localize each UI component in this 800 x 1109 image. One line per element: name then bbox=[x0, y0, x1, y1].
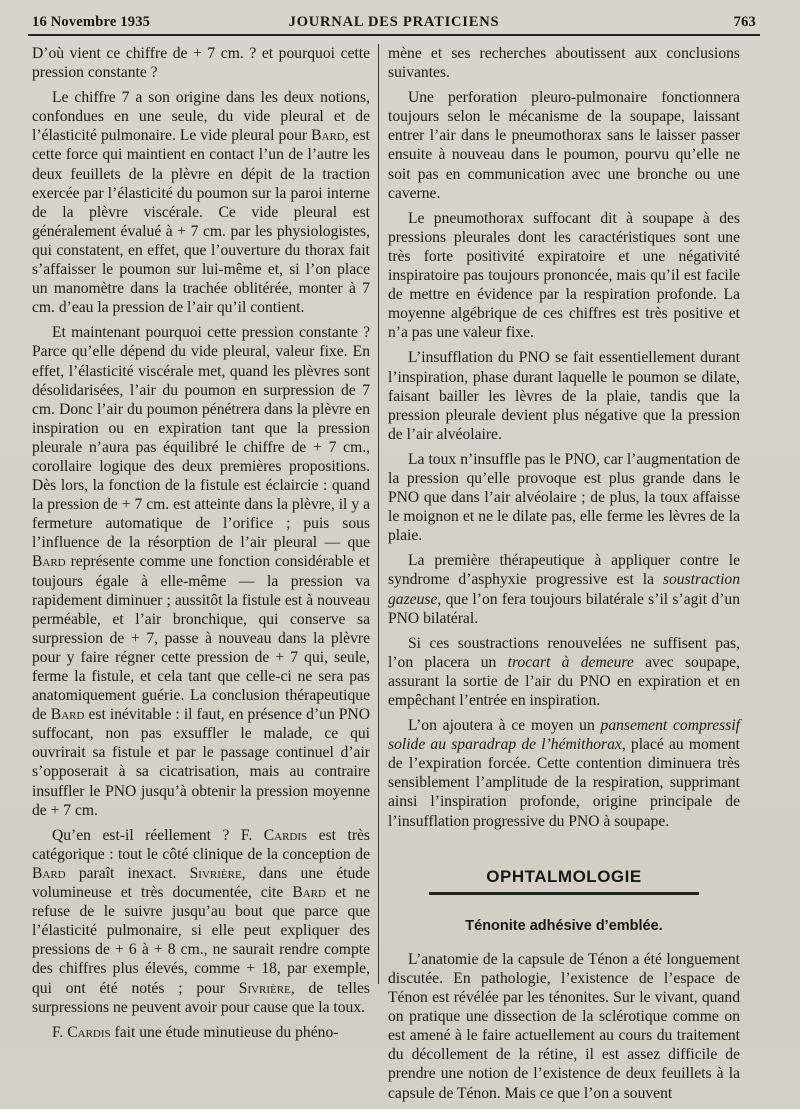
right-column bbox=[388, 44, 740, 1109]
section-underline bbox=[429, 892, 699, 895]
author-name: Sivrière bbox=[238, 979, 291, 997]
paragraph: Le pneumothorax suffocant dit à soupape à des pressions pleurales dont les caractéristiques sont une très forte positivité expiratoire et une négativité inspiratoire pas toujours prononcée, mais qu’il est facile de mettre en évidence par la respiration profonde. La moyenne algébrique de ces chiffres est très positive et n’a pas une valeur fixe. bbox=[388, 209, 740, 342]
paragraph: L’insufflation du PNO se fait essentiellement durant l’inspiration, phase durant laquelle le poumon se dilate, faisant bailler les lèvres de la plaie, tandis que la pression pleurale devient plus négative que la pression de l’air alvéolaire. bbox=[388, 349, 740, 443]
author-name: Bard bbox=[50, 706, 85, 724]
paragraph: Une perforation pleuro-pulmonaire fonctionnera toujours selon le mécanisme de la soupape, laissant entrer l’air dans le pneumothorax sans le laisser passer ensuite à nouveau dans le poumon, pourvu qu’elle ne soit pas en communication avec une bronche ou une caverne. bbox=[388, 89, 740, 202]
paragraph: Et maintenant pourquoi cette pression constante ? Parce qu’elle dépend du vide pleural, valeur fixe. En effet, l’élasticité viscérale met, quand les plèvres sont désolidarisées, l’air du poumon en surpression de 7 cm. Donc l’air du poumon pénétrera dans la plèvre en inspiration ou en expiration tant que la pression pleurale n’aura pas équilibré le chiffre de + 7 cm., corollaire logique des deux premières propositions. Dès lors, la fonction de la fistule est éclaircie : quand la pression de + 7 cm. est atteinte dans la plèvre, il y a fermeture automatique de l’orifice ; puis sous l’influence de la résorption de l’air pleural — que Bard représente comme une fonction considérable et toujours égale à elle-même — la pression va rapidement diminuer ; aussitôt la fistule est à nouveau perméable, et l’air bronchique, qui conserve sa surpression de + 7, passe à nouveau dans la plèvre pour y faire régner cette pression de + 7 qui, seule, ferme la fistule, et cela tant que celle-ci ne sera pas anatomiquement guérie. La conclusion thérapeutique de Bard est inévitable : il faut, en présence d’un PNO suffocant, non pas exsuffler le malade, ce qui ouvrirait sa fistule et par le passage continuel d’air s’opposerait à sa cicatrisation, mais au contraire insuffler le PNO jusqu’à obtenir la pression moyenne de + 7 cm. bbox=[32, 324, 370, 819]
paragraph: F. Cardis fait une étude minutieuse du phéno- bbox=[52, 1023, 339, 1041]
left-column bbox=[32, 44, 370, 1048]
article-title: Ténonite adhésive d’emblée. bbox=[465, 917, 663, 934]
paragraph: La toux n’insuffle pas le PNO, car l’augmentation de la pression qu’elle provoque est plus grande dans le PNO que dans l’air alvéolaire ; de plus, la toux affaisse le moignon et ne le dilate pas, elle ferme les lèvres de la plaie. bbox=[388, 450, 740, 545]
section-heading: OPHTALMOLOGIE bbox=[388, 867, 740, 901]
author-name: Bard bbox=[32, 864, 66, 882]
column-divider bbox=[378, 44, 379, 984]
paragraph: La première thérapeutique à appliquer contre le syndrome d’asphyxie progressive est la soustraction gazeuse, que l’on fera toujours bilatérale s’il s’agit d’un PNO bilatéral. bbox=[388, 552, 740, 627]
paragraph: mène et ses recherches aboutissent aux conclusions suivantes. bbox=[388, 45, 740, 82]
paragraph: Qu’en est-il réellement ? F. Cardis est très catégorique : tout le côté clinique de la conception de Bard paraît inexact. Sivrière, dans une étude volumineuse et très documentée, cite Bard et ne refuse de le suivre jusqu’au bout que parce que l’élasticité pulmonaire, si elle peut expliquer des pressions de + 6 à + 8 cm., ne saurait rendre compte des chiffres plus élevés, comme + 18, par exemple, qui ont été notés ; pour Sivrière, de telles surpressions ne peuvent avoir pour cause que la toux. bbox=[32, 826, 371, 1016]
author-name: Sivrière bbox=[189, 864, 242, 882]
author-name: Cardis bbox=[263, 826, 308, 844]
author-name: Bard bbox=[292, 884, 326, 902]
emphasis: trocart à demeure bbox=[507, 653, 634, 671]
author-name: Bard bbox=[32, 553, 66, 571]
author-name: Bard bbox=[311, 127, 345, 145]
header-page-number: 763 bbox=[733, 14, 756, 30]
author-name: Cardis bbox=[67, 1023, 111, 1041]
paragraph: D’où vient ce chiffre de + 7 cm. ? et pourquoi cette pression constante ? bbox=[32, 45, 370, 82]
header-rule bbox=[28, 34, 760, 36]
paragraph: L’on ajoutera à ce moyen un pansement compressif solide au sparadrap de l’hémithorax, placé au moment de l’expiration forcée. Cette contention diminuera très sensiblement l’amplitude de la respiration, supprimant ainsi l’inspiration profonde, origine principale de l’insufflation progressive du PNO à soupape. bbox=[388, 717, 740, 830]
paragraph: Le chiffre 7 a son origine dans les deux notions, confondues en une seule, du vide pleural et de l’élasticité pulmonaire. Le vide pleural pour Bard, est cette force qui maintient en contact l’un de l’autre les deux feuillets de la plèvre en dépit de la traction exercée par l’élasticité du poumon sur la paroi interne de la plèvre viscérale. Ce vide pleural est généralement évalué à + 7 cm. par les physiologistes, qui constatent, en effet, que l’ouverture du thorax fait s’affaisser le poumon sur lui-même et, si l’on place un manomètre dans la trachée oblitérée, monter à 7 cm. d’eau la pression de l’air qu’il contient. bbox=[32, 89, 371, 317]
page-header bbox=[32, 14, 756, 36]
header-date: 16 Novembre 1935 bbox=[32, 14, 151, 30]
emphasis: pansement compressif solide au sparadrap de l’hémithorax bbox=[388, 717, 740, 754]
paragraph: L’anatomie de la capsule de Ténon a été longuement discutée. En pathologie, l’existence de l’espace de Ténon est révélée par les ténonites. Sur le vivant, quand on pratique une dissection de la sclérotique comme on est amené à le faire actuellement au cours du traitement du décollement de la rétine, il est assez difficile de prendre une notion de l’existence de deux feuillets à la capsule de Ténon. Mais ce que l’on a souvent bbox=[388, 950, 740, 1102]
emphasis: soustraction gazeuse bbox=[388, 571, 740, 608]
paragraph: Si ces soustractions renouvelées ne suffisent pas, l’on placera un trocart à demeure avec soupape, assurant la sortie de l’air du PNO en expiration et en empêchant l’entrée en inspiration. bbox=[388, 634, 740, 709]
header-journal-title: JOURNAL DES PRATICIENS bbox=[288, 14, 500, 30]
